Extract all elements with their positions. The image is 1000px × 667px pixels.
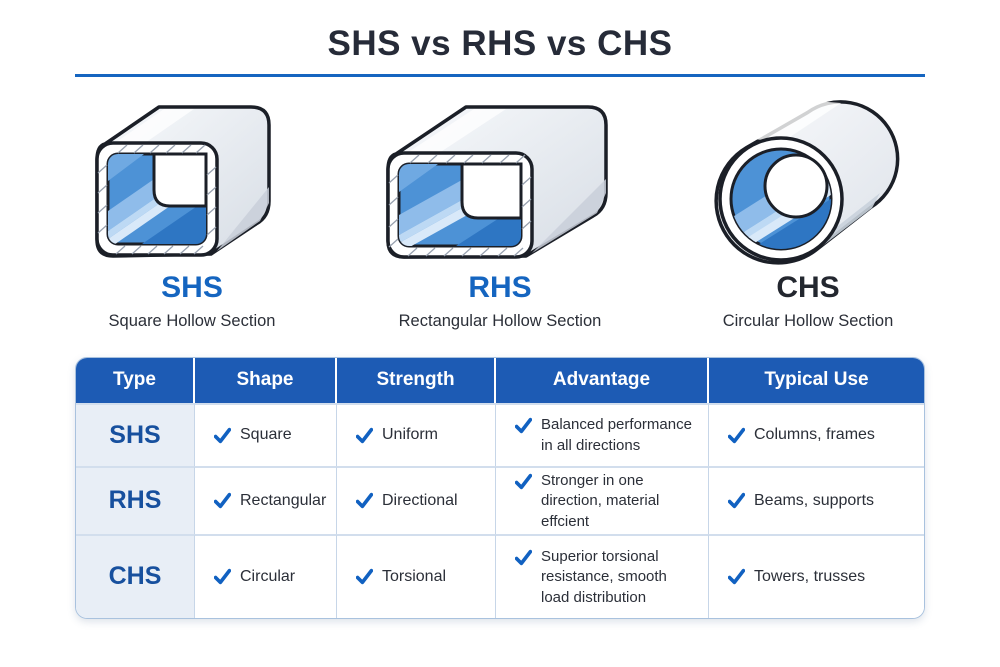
- check-icon: [515, 473, 532, 490]
- shs-full-name: Square Hollow Section: [108, 311, 276, 330]
- chs-full-name: Circular Hollow Section: [722, 311, 894, 330]
- advantage-value: Balanced performance in all directions: [541, 416, 692, 454]
- chs-label: CHS: [776, 270, 840, 304]
- type-cell: RHS: [76, 466, 195, 534]
- shape-value: Circular: [240, 567, 296, 585]
- check-icon: [515, 417, 532, 434]
- strength-value: Torsional: [382, 567, 447, 585]
- comparison-table: [75, 357, 925, 619]
- header-typical-use: Typical Use: [709, 358, 924, 403]
- page-title: SHS vs RHS vs CHS: [327, 24, 673, 63]
- check-icon: [356, 492, 373, 509]
- shs-label: SHS: [161, 270, 223, 304]
- shape-value: Square: [240, 426, 292, 443]
- check-icon: [356, 427, 373, 444]
- rhs-illustration: [370, 93, 630, 265]
- figure-chs: [658, 93, 958, 331]
- advantage-value: Stronger in one direction, material effcient: [541, 471, 660, 530]
- strength-value: Uniform: [382, 426, 439, 443]
- check-icon: [728, 568, 745, 585]
- table-row-rhs: [76, 466, 924, 534]
- check-icon: [728, 492, 745, 509]
- check-icon: [356, 568, 373, 585]
- shape-value: Rectangular: [240, 491, 327, 509]
- rhs-full-name: Rectangular Hollow Section: [398, 311, 602, 330]
- typical-use-value: Towers, trusses: [754, 567, 866, 585]
- typical-use-value: Columns, frames: [754, 426, 875, 443]
- header-strength: Strength: [337, 358, 496, 403]
- type-cell: CHS: [76, 534, 195, 618]
- rhs-label: RHS: [468, 270, 532, 304]
- figures-row: [0, 93, 1000, 331]
- header-advantage: Advantage: [496, 358, 709, 403]
- figure-shs: [42, 93, 342, 331]
- table-header-row: [76, 358, 924, 403]
- table-row-shs: [76, 403, 924, 466]
- type-cell: SHS: [76, 403, 195, 466]
- shs-illustration: [72, 93, 312, 265]
- check-icon: [515, 549, 532, 566]
- check-icon: [214, 568, 231, 585]
- check-icon: [214, 427, 231, 444]
- figure-rhs: [350, 93, 650, 331]
- title-underline: [75, 74, 925, 77]
- header-shape: Shape: [195, 358, 337, 403]
- strength-value: Directional: [382, 491, 458, 509]
- advantage-value: Superior torsional resistance, smooth load distribution: [541, 547, 667, 606]
- header-type: Type: [76, 358, 195, 403]
- chs-illustration: [693, 93, 923, 265]
- check-icon: [214, 492, 231, 509]
- check-icon: [728, 427, 745, 444]
- table-row-chs: [76, 534, 924, 618]
- typical-use-value: Beams, supports: [754, 491, 875, 509]
